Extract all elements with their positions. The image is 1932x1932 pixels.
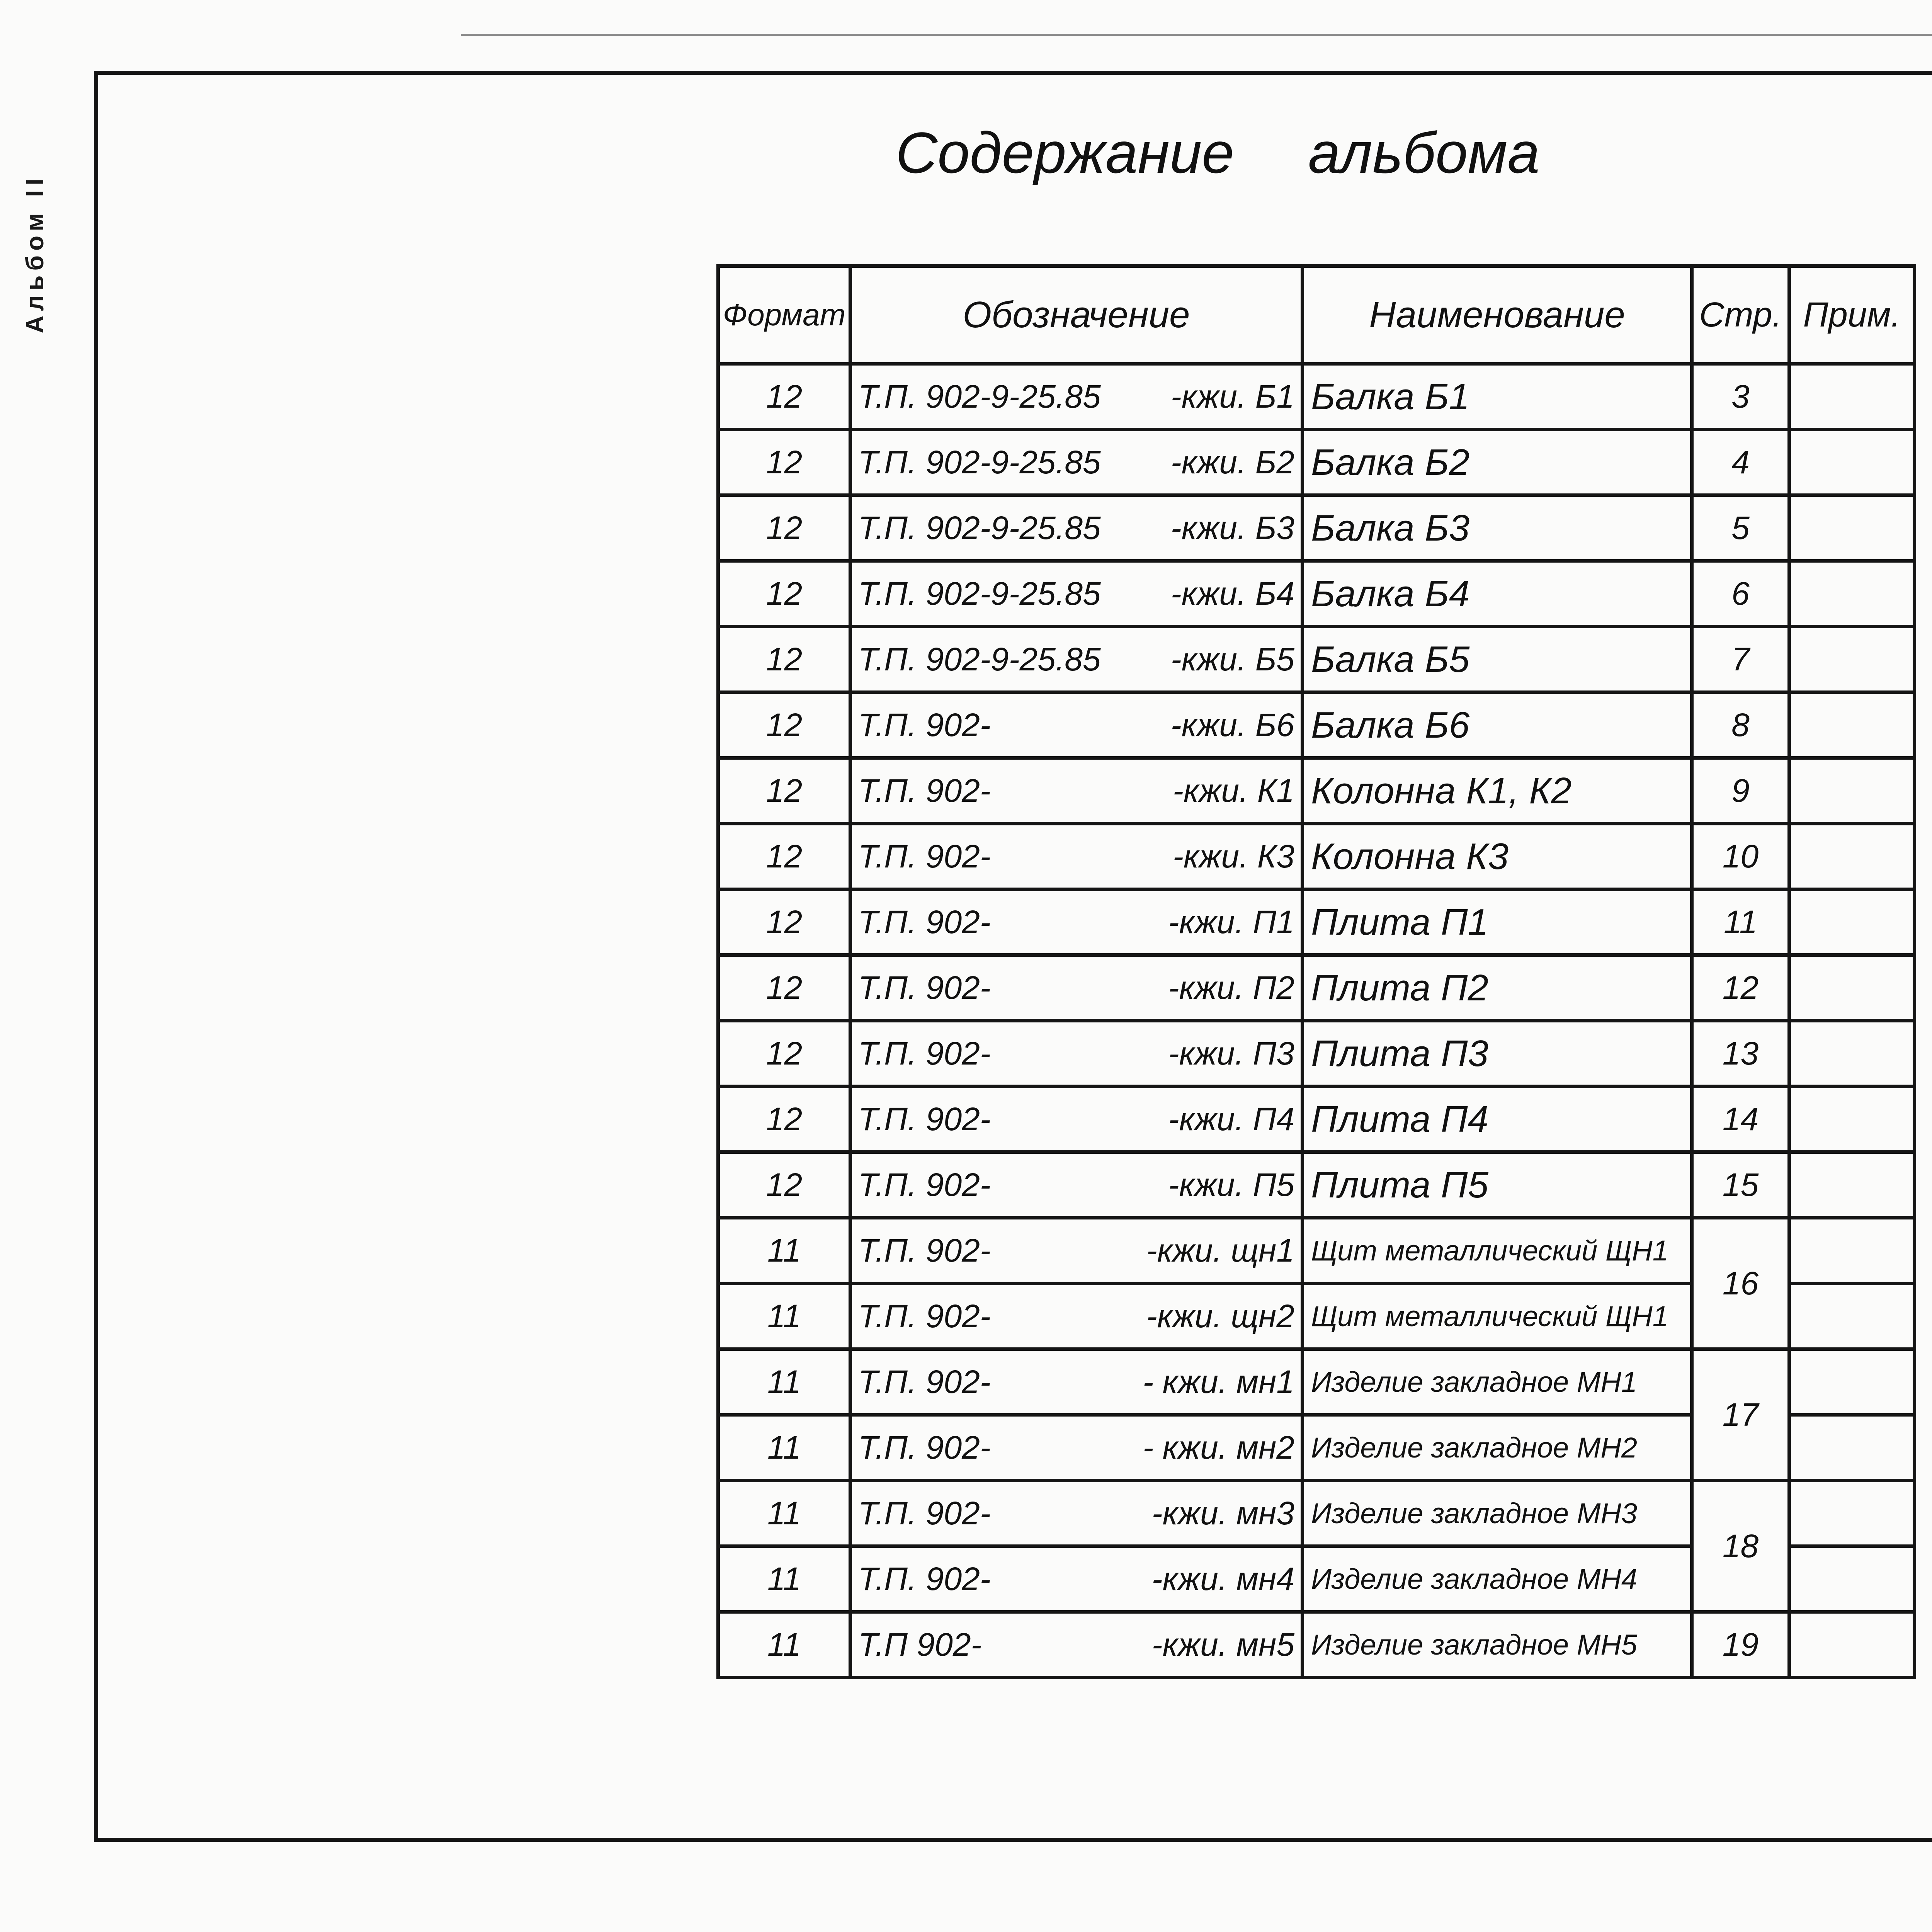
designation-prefix: Т.П. 902- xyxy=(858,772,991,809)
designation-suffix: -кжи. П5 xyxy=(1168,1167,1294,1203)
designation-cell xyxy=(850,1087,1303,1152)
designation-suffix: -кжи. Б4 xyxy=(1170,575,1294,612)
designation-prefix: Т.П. 902- xyxy=(858,1298,991,1334)
note-cell xyxy=(1789,889,1915,955)
page-cell: 15 xyxy=(1692,1152,1789,1218)
header-format: Формат xyxy=(718,266,850,364)
header-note: Прим. xyxy=(1789,266,1915,364)
name-cell: Щит металлический ЩН1 xyxy=(1303,1218,1692,1284)
designation-prefix: Т.П. 902-9-25.85 xyxy=(858,378,1101,415)
designation-prefix: Т.П. 902- xyxy=(858,1101,991,1137)
designation-cell xyxy=(850,692,1303,758)
designation-cell xyxy=(850,1021,1303,1087)
note-cell xyxy=(1789,1481,1915,1546)
designation-prefix: Т.П. 902-9-25.85 xyxy=(858,575,1101,612)
name-cell: Плита П3 xyxy=(1303,1021,1692,1087)
designation-suffix: -кжи. П3 xyxy=(1168,1035,1294,1071)
note-cell xyxy=(1789,1284,1915,1349)
table-row xyxy=(718,1481,1915,1546)
designation-prefix: Т.П. 902- xyxy=(858,707,991,743)
designation-prefix: Т.П. 902- xyxy=(858,969,991,1006)
designation-suffix: - кжи. мн2 xyxy=(1143,1429,1294,1466)
format-cell: 12 xyxy=(718,758,850,824)
table-row xyxy=(718,495,1915,561)
format-cell: 12 xyxy=(718,889,850,955)
note-cell xyxy=(1789,1218,1915,1284)
page-cell: 9 xyxy=(1692,758,1789,824)
note-cell xyxy=(1789,1415,1915,1481)
designation-suffix: -кжи. щн1 xyxy=(1146,1232,1294,1269)
note-cell xyxy=(1789,824,1915,889)
note-cell xyxy=(1789,758,1915,824)
designation-cell xyxy=(850,430,1303,495)
format-cell: 11 xyxy=(718,1218,850,1284)
name-cell: Плита П5 xyxy=(1303,1152,1692,1218)
note-cell xyxy=(1789,430,1915,495)
frame-left-border xyxy=(94,71,98,1842)
designation-prefix: Т.П. 902-9-25.85 xyxy=(858,641,1101,677)
format-cell: 11 xyxy=(718,1349,850,1415)
top-rule xyxy=(461,34,1932,36)
page-cell: 16 xyxy=(1692,1218,1789,1349)
page-cell: 19 xyxy=(1692,1612,1789,1678)
page-cell: 5 xyxy=(1692,495,1789,561)
format-cell: 12 xyxy=(718,824,850,889)
designation-suffix: -кжи. Б1 xyxy=(1170,378,1294,415)
table-row xyxy=(718,364,1915,430)
designation-cell xyxy=(850,627,1303,692)
designation-cell xyxy=(850,824,1303,889)
page-cell: 3 xyxy=(1692,364,1789,430)
album-contents-title: Содержание альбома xyxy=(896,120,1540,185)
page-cell: 14 xyxy=(1692,1087,1789,1152)
name-cell: Балка Б1 xyxy=(1303,364,1692,430)
format-cell: 12 xyxy=(718,692,850,758)
designation-prefix: Т.П. 902- xyxy=(858,838,991,874)
designation-prefix: Т.П. 902- xyxy=(858,1364,991,1400)
designation-suffix: -кжи. П1 xyxy=(1168,904,1294,940)
designation-prefix: Т.П. 902- xyxy=(858,1429,991,1466)
designation-suffix: -кжи. Б2 xyxy=(1170,444,1294,480)
format-cell: 11 xyxy=(718,1284,850,1349)
designation-suffix: -кжи. Б6 xyxy=(1170,707,1294,743)
designation-cell xyxy=(850,495,1303,561)
contents-table xyxy=(716,264,1916,1679)
page-cell: 7 xyxy=(1692,627,1789,692)
designation-suffix: -кжи. щн2 xyxy=(1146,1298,1294,1334)
header-designation: Обозначение xyxy=(850,266,1303,364)
page-cell: 8 xyxy=(1692,692,1789,758)
name-cell: Изделие закладное МН4 xyxy=(1303,1546,1692,1612)
table-row xyxy=(718,824,1915,889)
note-cell xyxy=(1789,1152,1915,1218)
name-cell: Балка Б4 xyxy=(1303,561,1692,627)
table-row xyxy=(718,430,1915,495)
note-cell xyxy=(1789,1546,1915,1612)
margin-album-label: Альбом II xyxy=(21,174,49,333)
format-cell: 11 xyxy=(718,1415,850,1481)
table-row xyxy=(718,889,1915,955)
designation-cell xyxy=(850,1612,1303,1678)
page-cell: 4 xyxy=(1692,430,1789,495)
name-cell: Балка Б6 xyxy=(1303,692,1692,758)
designation-suffix: -кжи. мн5 xyxy=(1151,1626,1294,1663)
designation-prefix: Т.П 902- xyxy=(858,1626,982,1663)
designation-suffix: -кжи. Б5 xyxy=(1170,641,1294,677)
format-cell: 12 xyxy=(718,627,850,692)
frame-bottom-border xyxy=(94,1838,1932,1842)
designation-prefix: Т.П. 902-9-25.85 xyxy=(858,510,1101,546)
format-cell: 11 xyxy=(718,1481,850,1546)
format-cell: 12 xyxy=(718,495,850,561)
designation-suffix: -кжи. мн4 xyxy=(1151,1561,1294,1597)
table-row xyxy=(718,1087,1915,1152)
format-cell: 12 xyxy=(718,364,850,430)
designation-cell xyxy=(850,1284,1303,1349)
format-cell: 12 xyxy=(718,955,850,1021)
table-header-row xyxy=(718,266,1915,364)
format-cell: 12 xyxy=(718,430,850,495)
designation-suffix: -кжи. К3 xyxy=(1172,838,1294,874)
page-cell: 6 xyxy=(1692,561,1789,627)
designation-prefix: Т.П. 902- xyxy=(858,1495,991,1531)
page-cell: 10 xyxy=(1692,824,1789,889)
name-cell: Плита П2 xyxy=(1303,955,1692,1021)
name-cell: Колонна К3 xyxy=(1303,824,1692,889)
format-cell: 11 xyxy=(718,1546,850,1612)
note-cell xyxy=(1789,627,1915,692)
designation-cell xyxy=(850,889,1303,955)
designation-suffix: -кжи. Б3 xyxy=(1170,510,1294,546)
designation-suffix: -кжи. К1 xyxy=(1172,772,1294,809)
designation-cell xyxy=(850,758,1303,824)
designation-prefix: Т.П. 902- xyxy=(858,1167,991,1203)
frame-top-border xyxy=(94,71,1932,75)
format-cell: 11 xyxy=(718,1612,850,1678)
format-cell: 12 xyxy=(718,1021,850,1087)
designation-prefix: Т.П. 902- xyxy=(858,1232,991,1269)
name-cell: Изделие закладное МН2 xyxy=(1303,1415,1692,1481)
format-cell: 12 xyxy=(718,1152,850,1218)
page-cell: 18 xyxy=(1692,1481,1789,1612)
format-cell: 12 xyxy=(718,1087,850,1152)
note-cell xyxy=(1789,495,1915,561)
name-cell: Изделие закладное МН3 xyxy=(1303,1481,1692,1546)
header-name: Наименование xyxy=(1303,266,1692,364)
designation-cell xyxy=(850,1349,1303,1415)
name-cell: Колонна К1, К2 xyxy=(1303,758,1692,824)
note-cell xyxy=(1789,692,1915,758)
designation-cell xyxy=(850,561,1303,627)
designation-prefix: Т.П. 902- xyxy=(858,904,991,940)
designation-cell xyxy=(850,1546,1303,1612)
note-cell xyxy=(1789,1087,1915,1152)
name-cell: Щит металлический ЩН1 xyxy=(1303,1284,1692,1349)
table-row xyxy=(718,1218,1915,1284)
designation-suffix: -кжи. П2 xyxy=(1168,969,1294,1006)
designation-prefix: Т.П. 902- xyxy=(858,1561,991,1597)
table-row xyxy=(718,1021,1915,1087)
designation-prefix: Т.П. 902- xyxy=(858,1035,991,1071)
name-cell: Плита П4 xyxy=(1303,1087,1692,1152)
note-cell xyxy=(1789,1349,1915,1415)
name-cell: Балка Б2 xyxy=(1303,430,1692,495)
note-cell xyxy=(1789,1612,1915,1678)
designation-cell xyxy=(850,1481,1303,1546)
name-cell: Плита П1 xyxy=(1303,889,1692,955)
designation-prefix: Т.П. 902-9-25.85 xyxy=(858,444,1101,480)
name-cell: Балка Б3 xyxy=(1303,495,1692,561)
table-row xyxy=(718,692,1915,758)
name-cell: Изделие закладное МН1 xyxy=(1303,1349,1692,1415)
name-cell: Балка Б5 xyxy=(1303,627,1692,692)
table-row xyxy=(718,1349,1915,1415)
header-page: Стр. xyxy=(1692,266,1789,364)
designation-cell xyxy=(850,1415,1303,1481)
format-cell: 12 xyxy=(718,561,850,627)
name-cell: Изделие закладное МН5 xyxy=(1303,1612,1692,1678)
designation-suffix: -кжи. П4 xyxy=(1168,1101,1294,1137)
page-cell: 12 xyxy=(1692,955,1789,1021)
table-row xyxy=(718,561,1915,627)
table-row xyxy=(718,1152,1915,1218)
table-row xyxy=(718,1612,1915,1678)
note-cell xyxy=(1789,561,1915,627)
designation-cell xyxy=(850,364,1303,430)
table-row xyxy=(718,758,1915,824)
table-row xyxy=(718,955,1915,1021)
designation-suffix: -кжи. мн3 xyxy=(1151,1495,1294,1531)
table-row xyxy=(718,627,1915,692)
page-cell: 13 xyxy=(1692,1021,1789,1087)
designation-cell xyxy=(850,1218,1303,1284)
designation-cell xyxy=(850,1152,1303,1218)
designation-cell xyxy=(850,955,1303,1021)
note-cell xyxy=(1789,364,1915,430)
page-cell: 11 xyxy=(1692,889,1789,955)
page-cell: 17 xyxy=(1692,1349,1789,1481)
designation-suffix: - кжи. мн1 xyxy=(1143,1364,1294,1400)
note-cell xyxy=(1789,1021,1915,1087)
note-cell xyxy=(1789,955,1915,1021)
